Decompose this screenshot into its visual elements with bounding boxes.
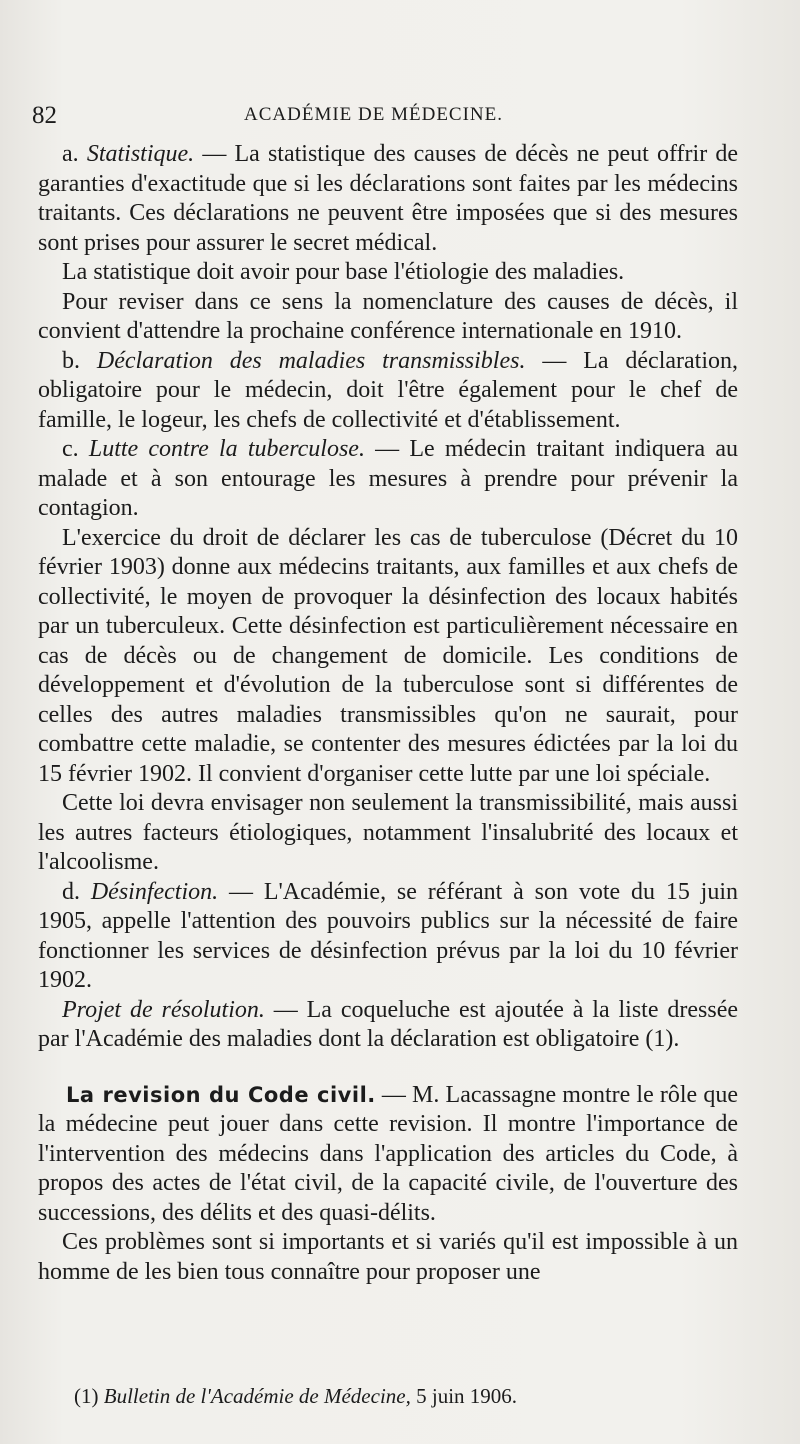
paragraph-text: — Le médecin traitant indiquera au malade et à son entourage les mesures à prendre pour prévenir la contagion. [38,436,739,521]
paragraph-text: — La coqueluche est ajoutée à la liste dressée par l'Académie des maladies dont la déclaration est obligatoire (1). [38,996,739,1052]
footnote-marker: (1) [74,1384,104,1408]
paragraph-resolution [38,996,738,1055]
section-title-statistique: Statistique. [86,141,195,167]
page-header [32,100,732,134]
section-title-declaration: Déclaration des maladies transmissibles. [96,347,526,374]
section-title-desinfection: Désinfection. [90,878,219,905]
paragraph-desinfection [38,878,738,996]
item-letter: a. [62,141,87,167]
paragraph-exercice: L'exercice du droit de déclarer les cas de tuberculose (Décret du 10 février 1903) donne aux médecins traitants, aux familles et aux chefs de collectivité, le moyen de provoquer la désinfection des locaux habités par un tuberculeux. Cette désinfection est particulièrement nécessaire en cas de décès ou de changement de domicile. Les conditions de développement et d'évolution de la tuberculose sont si différentes de celles des autres maladies transmissibles qu'on ne saurait, pour combattre cette maladie, se contenter des mesures édictées par la loi du 15 février 1902. Il convient d'organiser cette lutte par une loi spéciale. [38,524,738,787]
paragraph-declaration [38,347,738,436]
section-title-tuberculose: Lutte contre la tuberculose. [88,436,365,462]
footnote-source: Bulletin de l'Académie de Médecine, [103,1384,411,1408]
page-number: 82 [32,102,57,129]
paragraph-text: — L'Académie, se référant à son vote du 15 juin 1905, appelle l'attention des pouvoirs publics sur la nécessité de faire fonctionner les services de désinfection prévus par la loi du 10 février 1902. [38,878,738,993]
paragraph-text: — La statistique des causes de décès ne peut offrir de garanties d'exactitude que si les déclarations sont faites par les médecins traitants. Ces déclarations ne peuvent être imposées que si des mesures sont prises pour assurer le secret médical. [38,141,739,256]
section-heading-code-civil: La revision du Code civil. [66,1082,376,1107]
item-letter: d. [62,878,91,905]
item-letter: b. [62,347,97,374]
paragraph-problemes: Ces problèmes sont si importants et si variés qu'il est impossible à un homme de les bien tous connaître pour proposer une [38,1229,738,1285]
paragraph-etiologie: La statistique doit avoir pour base l'étiologie des maladies. [62,259,625,285]
section-title-resolution: Projet de résolution. [62,996,265,1023]
footnote-date: 5 juin 1906. [410,1384,518,1408]
paragraph-nomenclature: Pour reviser dans ce sens la nomenclature des causes de décès, il convient d'attendre la prochaine conférence internationale en 1910. [38,288,738,344]
paragraph-text: — La déclaration, obligatoire pour le médecin, doit l'être également pour le chef de famille, le logeur, les chefs de collectivité et d'établissement. [38,347,738,433]
paragraph-tuberculose [38,435,738,524]
body-text [38,140,738,1287]
paragraph-text: — M. Lacassagne montre le rôle que la médecine peut jouer dans cette revision. Il montre l'importance de l'intervention des médecins dans l'application des articles du Code, à propos des actes de l'état civil, de la capacité civile, de l'ouverture des successions, des délits et des quasi-délits. [38,1081,738,1226]
paragraph-code-civil [38,1081,738,1229]
footnote [74,1382,734,1410]
running-title: ACADÉMIE DE MÉDECINE. [244,104,504,125]
paragraph-loi-speciale: Cette loi devra envisager non seulement la transmissibilité, mais aussi les autres facteurs étiologiques, notamment l'insalubrité des locaux et l'alcoolisme. [38,790,738,875]
item-letter: c. [62,436,89,462]
paragraph-statistique [38,140,738,258]
